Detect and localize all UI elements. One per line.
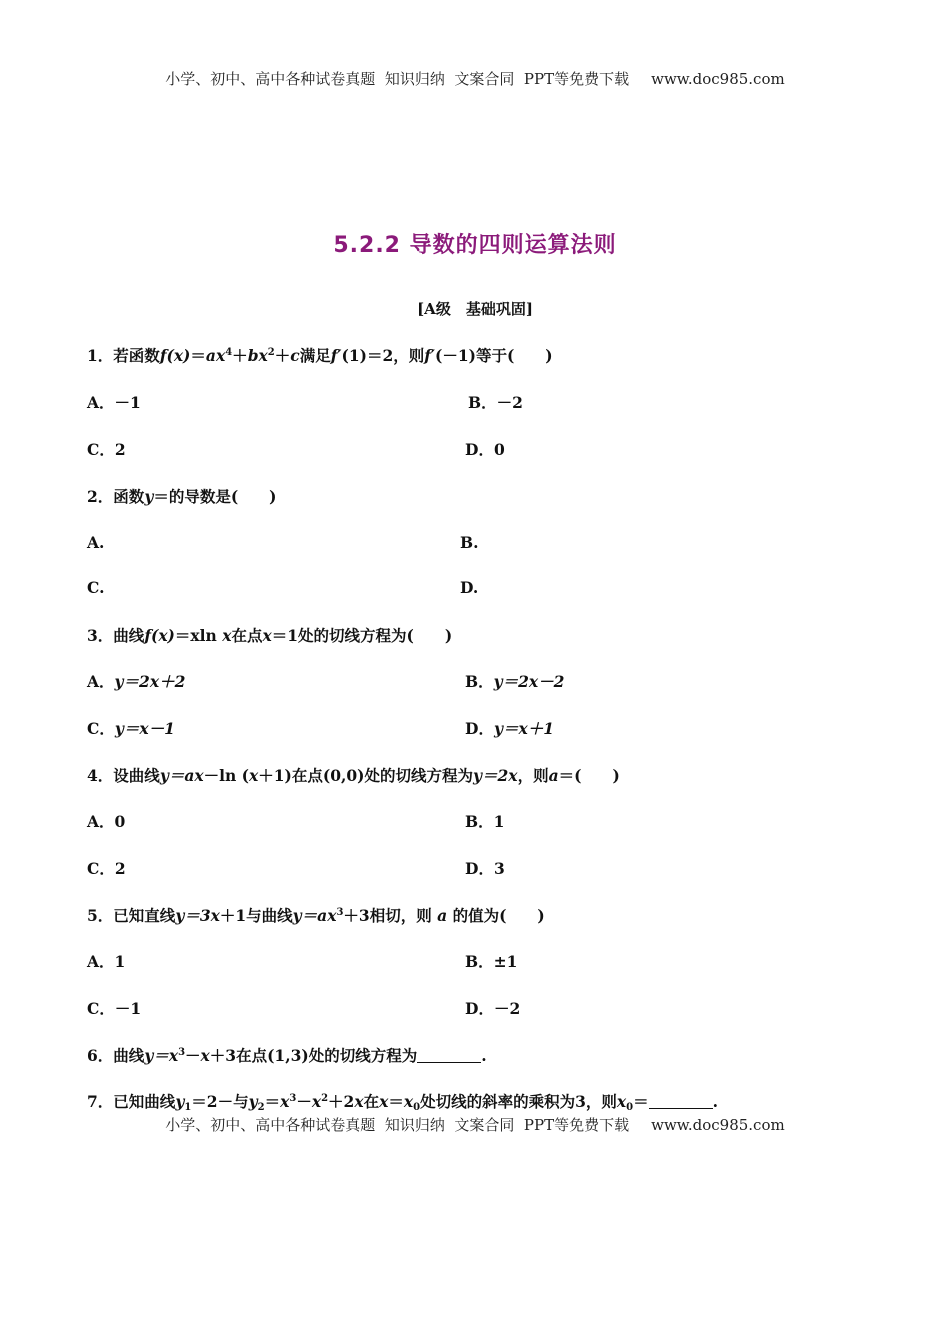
q6-text: 曲线: [113, 1046, 145, 1065]
q2-option-c[interactable]: C.: [87, 578, 105, 597]
q6-number: 6．: [87, 1046, 114, 1065]
q1-plus2: ＋: [274, 346, 291, 365]
footer-text: 小学、初中、高中各种试卷真题 知识归纳 文案合同 PPT等免费下载: [165, 1116, 630, 1134]
q7-period: .: [712, 1092, 719, 1111]
q3-option-c[interactable]: [87, 717, 175, 739]
q1-option-b[interactable]: B．－2: [468, 393, 523, 412]
q1-pow4: 4: [225, 347, 233, 358]
q4-text2: －ln (: [203, 766, 249, 785]
q3-a-label: A．: [87, 672, 115, 691]
q5-option-c[interactable]: C．－1: [87, 999, 142, 1018]
q3-text4: ＝1处的切线方程为( ): [271, 626, 453, 645]
question-2: [87, 485, 277, 507]
q5-option-a[interactable]: A．1: [87, 952, 126, 971]
q7-text7: ＝: [388, 1092, 404, 1111]
q5-number: 5．: [87, 906, 114, 925]
q7-x3: x: [280, 1092, 290, 1111]
q1-ax: ax: [205, 346, 226, 365]
q5-eq2: y＝ax: [292, 906, 337, 925]
q7-text: 已知曲线: [113, 1092, 176, 1111]
q5-text4: 的值为( ): [452, 906, 545, 925]
q7-text2: ＝2－与: [191, 1092, 249, 1111]
q4-eq2: y＝2x: [473, 766, 518, 785]
q5-option-d[interactable]: D．－2: [465, 999, 521, 1018]
q1-c: c: [290, 346, 300, 365]
q5-pow3: 3: [336, 907, 344, 918]
q7-sub0: 0: [413, 1102, 421, 1113]
q2-option-b[interactable]: B.: [460, 533, 479, 552]
q3-d-label: D．: [465, 719, 494, 738]
q4-text4: ，则: [517, 766, 549, 785]
question-3: [87, 624, 452, 646]
q3-x: x: [222, 626, 232, 645]
q3-x2: x: [262, 626, 272, 645]
q4-text5: ＝( ): [558, 766, 620, 785]
q4-text: 设曲线: [113, 766, 160, 785]
q7-answer-blank[interactable]: [649, 1094, 713, 1109]
q5-text2: ＋1与曲线: [219, 906, 293, 925]
q1-text3: (1)＝2，则: [341, 346, 425, 365]
footer-site: www.doc985.com: [651, 1116, 785, 1134]
q4-option-b[interactable]: B．1: [465, 812, 505, 831]
q7-number: 7．: [87, 1092, 114, 1111]
page-title: 5.2.2 导数的四则运算法则: [333, 233, 617, 258]
q7-sub1: 1: [184, 1102, 192, 1113]
q1-fprime2: f′: [424, 346, 436, 365]
q6-period: .: [481, 1046, 487, 1065]
q2-text: 函数: [113, 487, 145, 506]
q1-text2: 满足: [299, 346, 331, 365]
question-5: [87, 904, 545, 926]
q4-text3: ＋1)在点(0,0)处的切线方程为: [258, 766, 474, 785]
q3-d-eq: y＝x＋1: [493, 719, 554, 738]
q7-y1: y: [175, 1092, 185, 1111]
question-6: [87, 1044, 487, 1066]
q3-c-label: C．: [87, 719, 115, 738]
q5-option-b[interactable]: B．±1: [465, 952, 518, 971]
q1-eq: ＝: [190, 346, 206, 365]
q1-text4: (－1)等于( ): [435, 346, 553, 365]
q7-text8: 处切线的斜率的乘积为3，则: [420, 1092, 617, 1111]
q3-a-eq: y＝2x＋2: [114, 672, 186, 691]
q1-fprime: f′: [330, 346, 342, 365]
q4-a: a: [548, 766, 559, 785]
q7-x0: x: [403, 1092, 414, 1111]
q2-number: 2．: [87, 487, 114, 506]
q7-text3: ＝: [264, 1092, 281, 1111]
q2-option-d[interactable]: D.: [460, 578, 479, 597]
q3-text: 曲线: [113, 626, 145, 645]
q6-answer-blank[interactable]: [417, 1048, 481, 1063]
question-7: [87, 1090, 718, 1113]
q3-c-eq: y＝x－1: [114, 719, 175, 738]
q3-text3: 在点: [231, 626, 263, 645]
q7-y2: y: [248, 1092, 258, 1111]
q3-text2: ＝xln: [174, 626, 217, 645]
q2-option-a[interactable]: A.: [87, 533, 105, 552]
q3-number: 3．: [87, 626, 114, 645]
header-text: 小学、初中、高中各种试卷真题 知识归纳 文案合同 PPT等免费下载: [165, 70, 630, 88]
q4-option-d[interactable]: D．3: [465, 859, 505, 878]
q3-option-a[interactable]: [87, 670, 185, 692]
page-footer: [0, 1114, 950, 1135]
q6-pow3: 3: [178, 1047, 186, 1058]
q1-option-d[interactable]: D．0: [465, 440, 505, 459]
q3-option-b[interactable]: [465, 670, 564, 692]
q6-text2: －: [185, 1046, 201, 1065]
q7-pow2: 2: [321, 1093, 329, 1104]
q3-option-d[interactable]: [465, 717, 554, 739]
q7-pow3: 3: [289, 1093, 297, 1104]
q7-text5: ＋2: [328, 1092, 355, 1111]
q4-eq1: y＝ax: [159, 766, 204, 785]
q5-text: 已知直线: [113, 906, 176, 925]
q6-text3: ＋3在点(1,3)处的切线方程为: [209, 1046, 418, 1065]
q4-option-a[interactable]: A．0: [87, 812, 126, 831]
q1-pow2: 2: [267, 347, 275, 358]
q1-text: 若函数: [113, 346, 160, 365]
q1-fx: f(x): [159, 346, 191, 365]
q7-x0b: x: [616, 1092, 627, 1111]
question-1: [87, 344, 553, 366]
q7-x2: x: [311, 1092, 322, 1111]
q7-text9: ＝: [633, 1092, 649, 1111]
q7-sub0b: 0: [626, 1102, 634, 1113]
q7-sub2: 2: [257, 1102, 265, 1113]
q2-text2: ＝的导数是( ): [153, 487, 277, 506]
question-4: [87, 764, 620, 786]
q6-eq1: y＝x: [144, 1046, 179, 1065]
q1-option-a[interactable]: A．－1: [87, 393, 141, 412]
q1-number: 1．: [87, 346, 114, 365]
q5-eq1: y＝3x: [175, 906, 220, 925]
q4-option-c[interactable]: C．2: [87, 859, 126, 878]
q5-a: a: [437, 906, 448, 925]
q2-y: y: [144, 487, 154, 506]
q4-x: x: [249, 766, 259, 785]
q1-bx: bx: [247, 346, 268, 365]
q7-x: x: [354, 1092, 364, 1111]
q7-text6: 在: [363, 1092, 380, 1111]
q6-x: x: [200, 1046, 210, 1065]
q4-number: 4．: [87, 766, 114, 785]
q7-xv: x: [379, 1092, 389, 1111]
q5-text3: ＋3相切，则: [343, 906, 432, 925]
q7-text4: －: [296, 1092, 312, 1111]
section-level: [A级 基础巩固]: [417, 300, 533, 318]
page-header: [0, 68, 950, 89]
q1-option-c[interactable]: C．2: [87, 440, 126, 459]
q3-b-eq: y＝2x－2: [493, 672, 565, 691]
q3-fx: f(x): [144, 626, 175, 645]
q1-plus1: ＋: [232, 346, 248, 365]
q3-b-label: B．: [465, 672, 494, 691]
header-site: www.doc985.com: [651, 70, 785, 88]
